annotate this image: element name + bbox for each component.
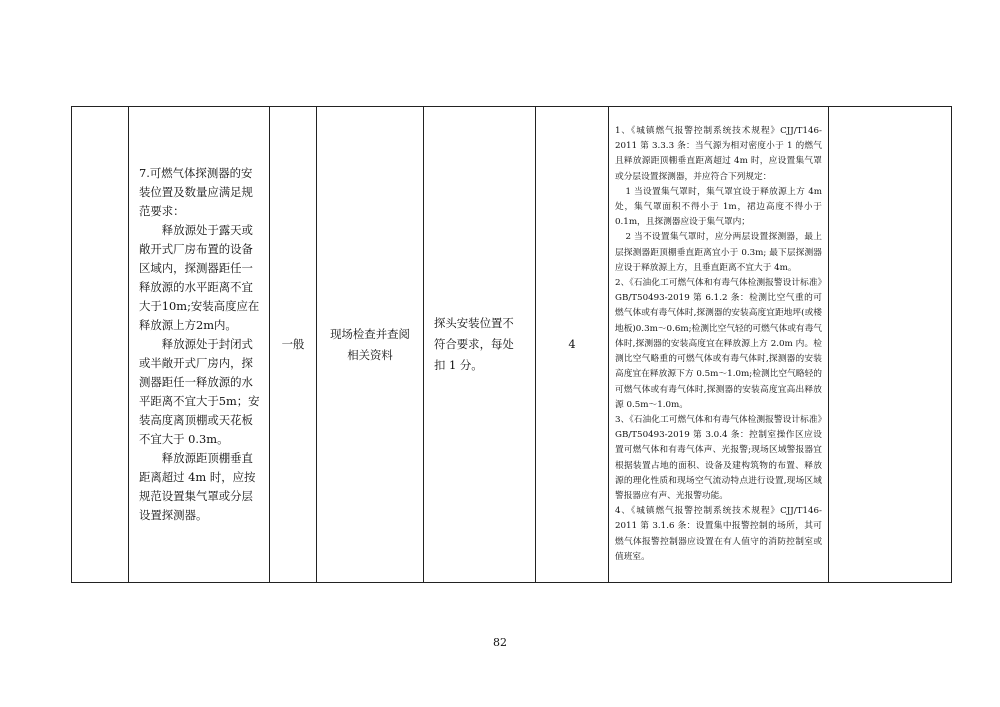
basis-item: 3、《石油化工可燃气体和有毒气体检测报警设计标准》GB/T50493-2019 第 3.0.4 条：控制室操作区应设置可燃气体和有毒气体声、光报警;现场区域警报器宜根据装置占地的面积、设备及建构筑物的布置、释放源的理化性质和现场空气流动特点进行设置,现场区域警报器应有声、光报警功能。 xyxy=(615,414,822,501)
requirement-title: 7.可燃气体探测器的安装位置及数量应满足规范要求： xyxy=(139,166,253,218)
requirement-paragraph: 释放源处于露天或敞开式厂房布置的设备区域内，探测器距任一释放源的水平距离不宜大于10m;安装高度应在释放源上方2m内。 xyxy=(139,223,260,332)
method-cell: 现场检查并查阅相关资料 xyxy=(317,107,424,583)
inspection-table xyxy=(71,106,952,583)
remarks-cell xyxy=(829,107,952,583)
basis-item: 2、《石油化工可燃气体和有毒气体检测报警设计标准》GB/T50493-2019 第 6.1.2 条：检测比空气重的可燃气体或有毒气体时,探测器的安装高度宜距地坪(或楼地板)0.3m～0.6m;检测比空气轻的可燃气体或有毒气体时,探测器的安装高度宜在释放源上方 2.0m 内。检测比空气略重的可燃气体或有毒气体时,探测器的安装高度宜在释放源下方 0.5m～1.0m;检测比空气略轻的可燃气体或有毒气体时,探测器的安装高度宜高出释放源 0.5m～1.0m。 xyxy=(615,278,822,410)
category-cell: 一般 xyxy=(270,107,317,583)
basis-subitem: 2 当不设置集气罩时，应分两层设置探测器，最上层探测器距顶棚垂直距离宜小于 0.3m; 最下层探测器应设于释放源上方，且垂直距离不宜大于 4m。 xyxy=(615,232,822,273)
table-row xyxy=(72,107,952,583)
requirement-paragraph: 释放源处于封闭式或半敞开式厂房内，探测器距任一释放源的水平距离不宜大于5m；安装高度离顶棚或天花板不宜大于 0.3m。 xyxy=(139,337,260,446)
page-number: 82 xyxy=(493,636,507,649)
basis-cell xyxy=(609,107,829,583)
serial-cell xyxy=(72,107,129,583)
score-cell: 4 xyxy=(536,107,609,583)
basis-item: 1、《城镇燃气报警控制系统技术规程》CJJ/T146-2011 第 3.3.3 条：当气源为相对密度小于 1 的燃气且释放源距顶棚垂直距离超过 4m 时，应设置集气罩或分层设置探测器，并应符合下列规定： xyxy=(615,126,822,182)
deduction-cell: 探头安装位置不符合要求，每处扣 1 分。 xyxy=(424,107,536,583)
basis-item: 4、《城镇燃气报警控制系统技术规程》CJJ/T146-2011 第 3.1.6 条：设置集中报警控制的场所，其可燃气体报警控制器应设置在有人值守的消防控制室或值班室。 xyxy=(615,506,822,562)
requirement-cell xyxy=(129,107,270,583)
basis-subitem: 1 当设置集气罩时，集气罩宜设于释放源上方 4m 处，集气罩面积不得小于 1m，裙边高度不得小于 0.1m，且探测器应设于集气罩内； xyxy=(615,186,822,228)
requirement-paragraph: 释放源距顶棚垂直距离超过 4m 时，应按规范设置集气罩或分层设置探测器。 xyxy=(139,451,256,522)
